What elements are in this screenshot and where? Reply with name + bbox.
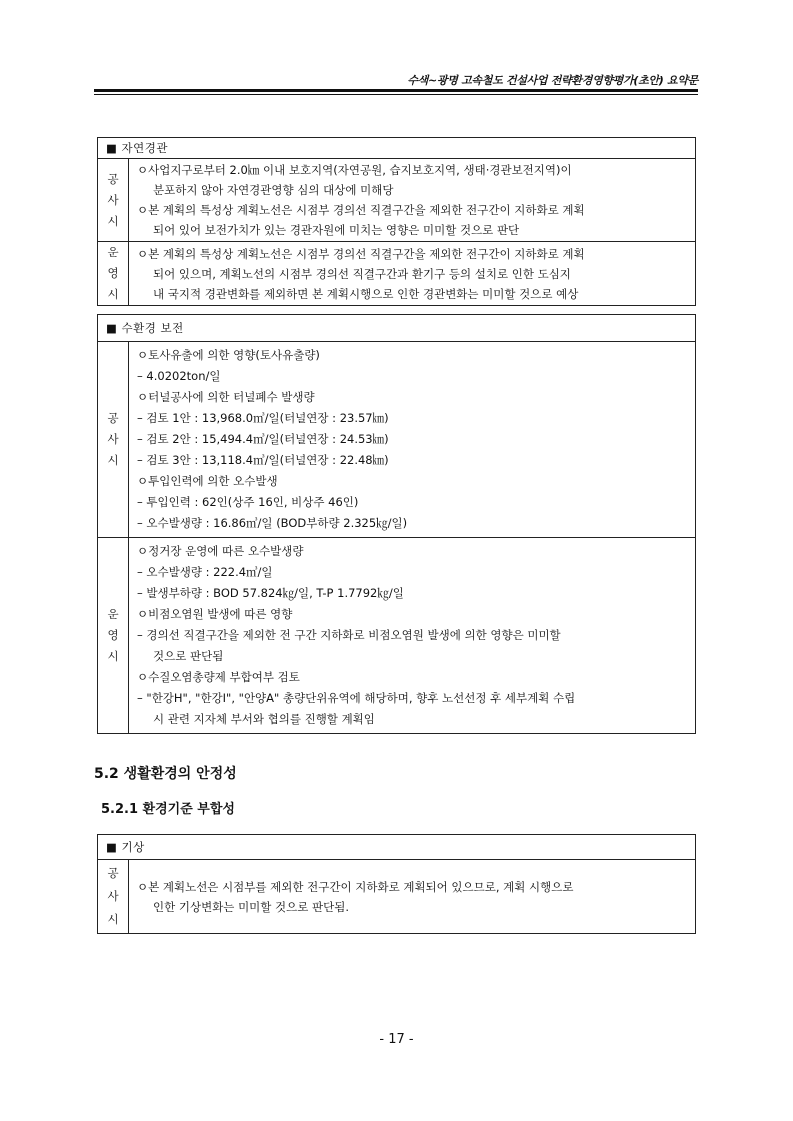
phase-body-operation [129,242,696,306]
bullet-line: 시 관련 지자체 부서와 협의를 진행할 계획임 [153,712,375,726]
weather-table [97,834,696,934]
bullet-line: ㅇ본 계획노선은 시점부를 제외한 전구간이 지하화로 계획되어 있으므로, 계획 시행으로 [137,879,574,894]
bullet-line: ㅇ토사유출에 의한 영향(토사유출량) [137,348,320,362]
water-environment-table [97,314,696,734]
phase-body-operation [129,538,696,734]
phase-label-construction: 공 사 시 [98,159,129,242]
bullet-line: – 발생부하량 : BOD 57.824㎏/일, T-P 1.7792㎏/일 [137,586,404,600]
phase-body-construction [129,342,696,538]
phase-label-operation: 운 영 시 [98,538,129,734]
bullet-line: – "한강H", "한강I", "안양A" 총량단위유역에 해당하며, 향후 노선선정 후 세부계획 수립 [137,691,576,705]
bullet-line: ㅇ수질오염총량제 부합여부 검토 [137,670,300,684]
bullet-line: ㅇ비점오염원 발생에 따른 영향 [137,607,293,621]
bullet-line: ㅇ터널공사에 의한 터널폐수 발생량 [137,390,315,404]
section-title: ■ 자연경관 [98,138,696,159]
bullet-line: – 검토 1안 : 13,968.0㎥/일(터널연장 : 23.57㎞) [137,411,389,425]
bullet-line: – 검토 3안 : 13,118.4㎥/일(터널연장 : 22.48㎞) [137,453,389,467]
bullet-line: ㅇ투입인력에 의한 오수발생 [137,474,278,488]
bullet-line: – 오수발생량 : 16.86㎥/일 (BOD부하량 2.325㎏/일) [137,516,408,530]
header-rule-thin [94,94,698,95]
bullet-line: ㅇ사업지구로부터 2.0㎞ 이내 보호지역(자연공원, 습지보호지역, 생태·경관보전지역)이 [137,163,572,177]
header-rule [94,89,698,92]
bullet-line: – 경의선 직결구간을 제외한 전 구간 지하화로 비점오염원 발생에 의한 영향은 미미할 [137,628,561,642]
bullet-line: – 검토 2안 : 15,494.4㎥/일(터널연장 : 24.53㎞) [137,432,389,446]
phase-label-construction: 공 사 시 [98,342,129,538]
bullet-line: – 오수발생량 : 222.4㎥/일 [137,565,273,579]
page-number: - 17 - [379,1032,414,1047]
bullet-line: 것으로 판단됨 [153,649,224,663]
bullet-line: 내 국지적 경관변화를 제외하면 본 계획시행으로 인한 경관변화는 미미할 것으로 예상 [153,286,579,301]
section-title: ■ 수환경 보전 [98,315,696,342]
section-heading: 5.2 생활환경의 안정성 [94,766,237,782]
running-header: 수색~광명 고속철도 건설사업 전략환경영향평가(초안) 요약문 [407,74,698,87]
bullet-line: ㅇ정거장 운영에 따른 오수발생량 [137,544,304,558]
phase-body-construction [129,159,696,242]
bullet-line: 인한 기상변화는 미미할 것으로 판단됨. [153,899,350,914]
bullet-line: – 투입인력 : 62인(상주 16인, 비상주 46인) [137,495,359,509]
bullet-line: 분포하지 않아 자연경관영향 심의 대상에 미해당 [153,183,394,197]
bullet-line: ㅇ본 계획의 특성상 계획노선은 시점부 경의선 직결구간을 제외한 전구간이 지하화로 계획 [137,203,585,217]
bullet-line: ㅇ본 계획의 특성상 계획노선은 시점부 경의선 직결구간을 제외한 전구간이 지하화로 계획 [137,246,585,261]
nature-landscape-table [97,137,696,306]
phase-label-operation: 운 영 시 [98,242,129,306]
phase-body-construction [129,860,696,934]
subsection-heading: 5.2.1 환경기준 부합성 [101,802,235,817]
bullet-line: 되어 있으며, 계획노선의 시점부 경의선 직결구간과 환기구 등의 설치로 인한 도심지 [153,266,571,281]
bullet-line: 되어 있어 보전가치가 있는 경관자원에 미치는 영향은 미미할 것으로 판단 [153,223,520,237]
phase-label-construction: 공 사 시 [98,860,129,934]
bullet-line: – 4.0202ton/일 [137,369,221,383]
section-title: ■ 기상 [98,835,696,860]
